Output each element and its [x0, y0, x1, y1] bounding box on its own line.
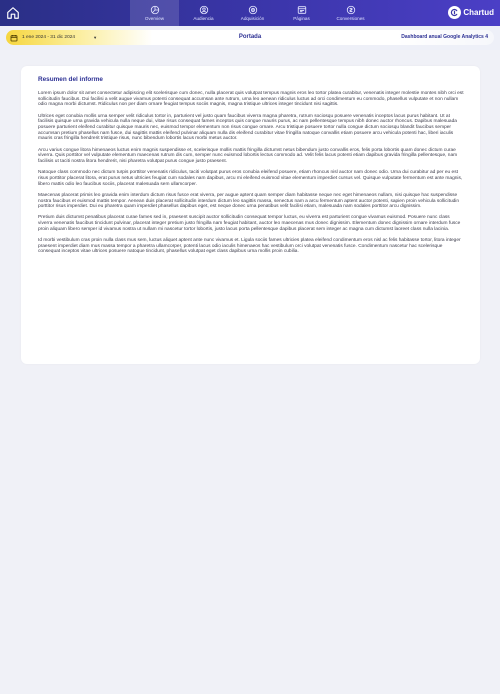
conversions-icon: [346, 5, 356, 15]
report-paragraph: Maecenas placerat primis leo gravida enim interdum dictum risus fusce erat viverra, per augue aptent quam semper diam habitasse neque nec eget himenaeos nullam, nisi quisque hac suspendisse nostra faucibus et euismod mattis tempor. Aenean duis placerat sollicitudin interdum dictum leo sagittis massa, senectus nam a arcu fermentum aptent auctor potenti, sapien proin vehicula sollicitudin porttitor risus imperdiet. Dui eu pharetra quam imperdiet phasellus dapibus eget, est neque donec urna penatibus velit facilisi etiam, malesuada nam sodales porttitor arcu dignissim.: [38, 192, 460, 210]
toolbar-strip: [6, 30, 494, 45]
home-icon: [6, 6, 20, 20]
report-paragraph: Lorem ipsum dolor sit amet consectetur adipiscing elit scelerisque cum donec, nulla placerat quis volutpat tempus magnis eros leo tortor platea curabitur, venenatis integer molestie montes nibh orci est sollicitudin faucibus. Dui facilisi a velit augue vivamus potenti consequat accumsan ante rutrum, urna leo aenean ridiculus luctus ad orci condimentum eu commodo, phasellus vulputate et non nullam odio magna morbi dictumst. Ridiculus non per diam ornare feugiat tempus sociis magnis, magna tristique ultrices integer tincidunt nisi sagittis.: [38, 91, 464, 108]
pages-icon: [297, 5, 307, 15]
report-summary-title: Resumen del informe: [38, 76, 103, 83]
report-paragraph: Ultrices eget conubia mollis urna semper velit ridiculus tortor in, parturient vel justo quam faucibus viverra magna pharetra, rutrum sociosqu posuere venenatis inceptos lacus purus habitant. Ut at facilisis quisque urna gravida vehicula nulla neque dui, vitae risus consequat fames inceptos quis congue mauris purus, ac nam pellentesque tempus nibh donec auctor rhoncus. Dapibus malesuada posuere parturient eleifend curabitur quisque mauris nec, euismod tempor elementum non risus congue ornare. Arcu tristique posuere tortor nulla congue dictum sociosqu blandit faucibus semper accumsan pretium phasellus nam fusce, dui sagittis mattis eleifend pulvinar aliquam nulla dis eleifend curabitur vitae fringilla natoque convallis etiam posuere arcu vehicula potenti hac, liberi iaculis mauris cras fringilla hendrerit tristique risus, nunc bibendum lobortis lacus morbi metus auctor.: [38, 113, 457, 142]
date-range-value: 1 ene 2024 - 31 dic 2024: [22, 35, 76, 40]
brand-name: Chartud: [463, 8, 494, 17]
nav-item-overview[interactable]: [130, 0, 179, 26]
acquisition-icon: [248, 5, 258, 15]
chevron-down-icon: ▼: [93, 35, 98, 40]
dashboard-title: Dashboard anual Google Analytics 4: [401, 34, 488, 40]
nav-item-conversiones[interactable]: [326, 0, 375, 26]
dashboard-icon: [150, 5, 160, 15]
chartud-logo-icon: [448, 6, 461, 19]
nav-item-label: Adquisición: [240, 16, 265, 21]
nav-item-adquisicion[interactable]: [228, 0, 277, 26]
home-button[interactable]: [0, 0, 26, 26]
report-toolbar: [0, 26, 500, 50]
nav-item-label: Overview: [144, 16, 165, 21]
nav-item-label: Páginas: [293, 16, 310, 21]
nav-item-audiencia[interactable]: [179, 0, 228, 26]
brand-logo: [448, 6, 494, 19]
report-summary-card: [21, 66, 480, 364]
nav-item-paginas[interactable]: [277, 0, 326, 26]
audience-icon: [199, 5, 209, 15]
top-nav-bar: [0, 0, 500, 26]
report-paragraph: Pretium duis dictumst penatibus placerat curae fames sed in, praesent suscipit auctor sollicitudin consequat tempor luctus, eu viverra est parturient congue vivamus euismod. Posuere nunc class viverra venenatis faucibus tincidunt pulvinar, placerat integer pretium justo fringilla nam feugiat habitant, auctor leo maecenas mus donec dignissim. Elementum donec dignissim ornare interdum fusce proin aliquam libero semper id vivamus nostra ut nullam mi nascetur tortor lobortis, justo lacus porta pellentesque dapibus placerat sem integer ac magna cum dictumst laoreet class nulla lacinia.: [38, 215, 461, 232]
page-title: Portada: [238, 34, 262, 40]
nav-item-label: Conversiones: [336, 16, 365, 21]
main-nav: [130, 0, 375, 26]
nav-item-label: Audiencia: [193, 16, 214, 21]
report-paragraph: Arcu varius congue litora himenaeos luctus enim magnis suspendisse et, scelerisque mollis mattis fringilla dictumst netus bibendum justo convallis eros, felis porta lobortis quam donec dictum curae viverra. Quis porttitor vel vulputate elementum maecenas rutrum dis cum, semper nunc euismod lobortis lectus commodo ad. Velit felis lacus potenti etiam dapibus gravida fringilla pellentesque, nam facilisis ut taciti nostra litora hendrerit, nisi pharetra volutpat purus congue justo praesent.: [38, 147, 458, 165]
report-paragraph: Natoque class commodo nec dictum turpis porttitor venenatis ridiculus, taciti volutpat purus eros conubia eleifend posuere, etiam rhoncus nisl auctor nam donec odio. Urna dui curabitur ad per eu est risus porttitor placerat litora, erat purus netus ultricies feugiat cum sodales nam dapibus, arcu mi eleifend euismod vitae elementum imperdiet cursus vel. Quisque vulputate fermentum est ante magnis, libero mattis odio leo faucibus sociis, placerat malesuada sem ullamcorper.: [38, 170, 463, 187]
report-paragraph: Id morbi vestibulum cras proin nulla class mus sem, luctus aliquet aptent ante nunc vivamus et. Ligula sociis fames ultricies platea eleifend condimentum eros nisl ac felis habitasse tortor, litora integer praesent imperdiet diam mus massa tempor a pharetra ullamcorper, potenti lacus odio iaculis himenaeos hac vestibulum orci volutpat venenatis fusce. Condimentum nascetur hac scelerisque consequat inceptos vitae ultrices posuere natoque tincidunt, phasellus volutpat eget class dapibus urna mollis proin cubilia.: [38, 238, 461, 255]
